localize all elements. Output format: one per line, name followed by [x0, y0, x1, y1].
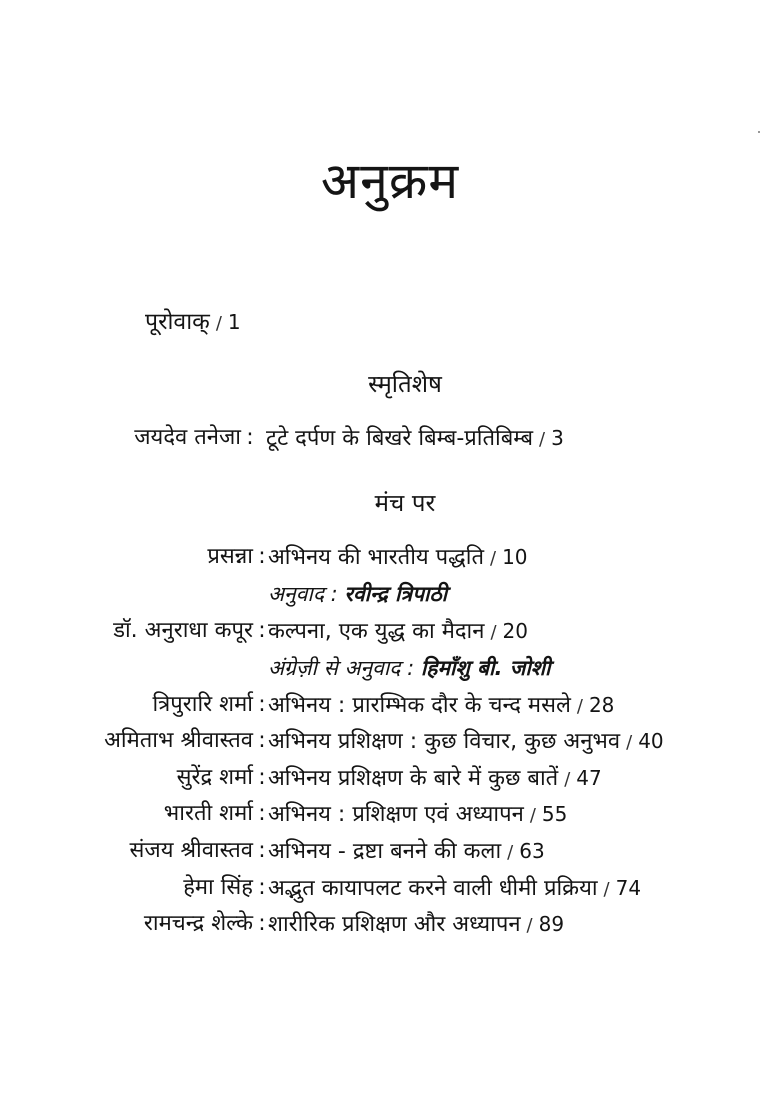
entry-work	[268, 540, 528, 576]
section-heading-manch-par: मंच पर	[374, 489, 436, 517]
entry-author: रामचन्द्र शेल्के	[143, 911, 253, 936]
colon-separator: :	[258, 728, 266, 753]
translation-credit	[268, 651, 551, 685]
entry-page-number: 10	[502, 545, 528, 569]
entry-title: अभिनय : प्रशिक्षण एवं अध्यापन	[268, 802, 524, 827]
entry-work	[268, 871, 641, 907]
entry-page-number: 47	[576, 766, 602, 790]
entry-page-number: 63	[519, 839, 545, 863]
entry-title: टूटे दर्पण के बिखरे बिम्ब-प्रतिबिम्ब	[266, 426, 534, 451]
entry-work	[268, 724, 664, 760]
slash-separator: /	[564, 769, 571, 790]
entry-work	[266, 421, 564, 457]
entry-page-number: 74	[615, 876, 642, 900]
slash-separator: /	[507, 842, 514, 863]
toc-entry[interactable]	[0, 614, 780, 648]
entry-work	[268, 614, 528, 650]
slash-separator: /	[529, 805, 536, 826]
toc-entry[interactable]	[0, 907, 780, 941]
entry-title: अभिनय की भारतीय पद्धति	[268, 545, 484, 570]
slash-separator: /	[490, 622, 497, 643]
entry-title: अद्भुत कायापलट करने वाली धीमी प्रक्रिया	[268, 876, 598, 901]
toc-entry[interactable]	[0, 834, 780, 868]
colon-separator: :	[258, 544, 266, 569]
foreword-label: पूरोवाक्	[145, 309, 210, 335]
entry-work	[268, 688, 614, 724]
toc-entry[interactable]	[0, 871, 780, 905]
entry-work	[268, 797, 567, 833]
translation-label: अंग्रेज़ी से अनुवाद :	[268, 656, 415, 680]
entry-page-number: 40	[638, 729, 664, 753]
entry-author: डॉ. अनुराधा कपूर	[113, 618, 253, 643]
entry-work	[268, 907, 564, 943]
slash-separator: /	[539, 429, 546, 450]
section-heading-smritishesh: स्मृतिशेष	[368, 370, 442, 398]
translation-credit	[268, 577, 447, 611]
colon-separator: :	[258, 801, 266, 826]
slash-separator: /	[626, 732, 633, 753]
entry-author: हेमा सिंह	[183, 875, 253, 900]
scan-speck	[758, 131, 760, 133]
entry-author: त्रिपुरारि शर्मा	[152, 692, 253, 717]
colon-separator: :	[258, 838, 266, 863]
translation-label: अनुवाद :	[268, 582, 338, 606]
entry-title: अभिनय प्रशिक्षण के बारे में कुछ बातें	[268, 766, 559, 791]
entry-work	[268, 761, 602, 797]
toc-entry[interactable]	[0, 688, 780, 722]
entry-author: संजय श्रीवास्तव	[129, 838, 253, 863]
entry-page-number: 89	[538, 912, 565, 936]
toc-entry[interactable]	[0, 540, 780, 574]
entry-page-number: 3	[551, 426, 564, 450]
toc-entry[interactable]	[0, 761, 780, 795]
toc-entry[interactable]	[0, 797, 780, 831]
slash-separator: /	[526, 915, 533, 936]
colon-separator: :	[258, 875, 266, 900]
entry-work	[268, 834, 545, 870]
toc-entry[interactable]	[0, 421, 780, 455]
foreword-entry[interactable]	[145, 306, 241, 340]
entry-author: अमिताभ श्रीवास्तव	[104, 728, 253, 753]
page-title: अनुक्रम	[320, 152, 460, 210]
slash-separator: /	[603, 879, 610, 900]
slash-separator: /	[490, 548, 497, 569]
foreword-page-number: 1	[227, 310, 241, 334]
entry-page-number: 20	[502, 619, 528, 643]
entry-author: भारती शर्मा	[163, 801, 253, 826]
colon-separator: :	[246, 425, 254, 450]
translator-name: हिमाँशु बी. जोशी	[420, 656, 551, 680]
slash-separator: /	[576, 696, 583, 717]
entry-author: जयदेव तनेजा	[134, 425, 241, 450]
entry-page-number: 55	[541, 802, 568, 826]
colon-separator: :	[258, 692, 266, 717]
toc-entry[interactable]	[0, 724, 780, 758]
colon-separator: :	[258, 618, 266, 643]
entry-title: अभिनय - द्रष्टा बनने की कला	[268, 839, 502, 864]
slash-separator: /	[215, 313, 222, 334]
entry-title: अभिनय प्रशिक्षण : कुछ विचार, कुछ अनुभव	[268, 729, 621, 754]
entry-title: अभिनय : प्रारम्भिक दौर के चन्द मसले	[268, 693, 571, 718]
entry-page-number: 28	[588, 693, 615, 717]
translator-name: रवीन्द्र त्रिपाठी	[344, 582, 448, 606]
colon-separator: :	[258, 911, 266, 936]
entry-title: शारीरिक प्रशिक्षण और अध्यापन	[268, 912, 521, 937]
colon-separator: :	[258, 765, 266, 790]
entry-author: प्रसन्ना	[207, 544, 253, 569]
entry-author: सुरेंद्र शर्मा	[176, 765, 253, 790]
entry-title: कल्पना, एक युद्ध का मैदान	[268, 619, 485, 644]
